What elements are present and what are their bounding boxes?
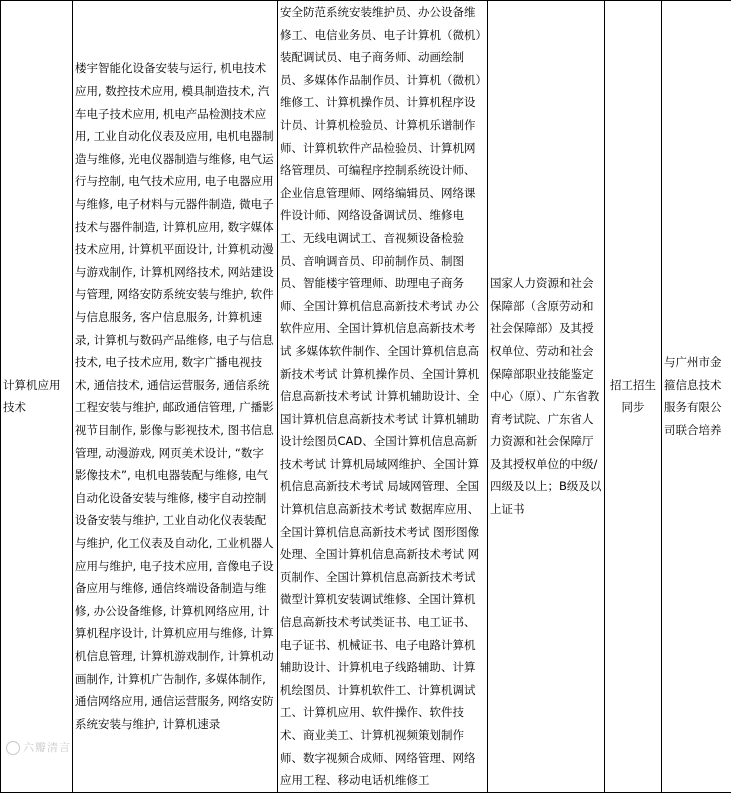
- watermark-text: 六瓣清言: [23, 741, 71, 754]
- eligible-majors-cell: 楼宇智能化设备安装与运行, 机电技术应用, 数控技术应用, 模具制造技术, 汽车电子技术应用, 机电产品检测技术应用, 工业自动化仪表及应用, 电机电器制造与维修, 光电仪器制造与维修, 电气运行与控制, 电气技术应用, 电子电器应用与维修, 电子材料与元器件制造, 微电子技术与器件制造, 计算机应用, 数字媒体技术应用, 计算机平面设计, 计算机动漫与游戏制作, 计算机网络技术, 网站建设与管理, 网络安防系统安装与维护, 软件与信息服务, 客户信息服务, 计算机速录, 计算机与数码产品维修, 电子与信息技术, 电子技术应用, 数字广播电视技术, 通信技术, 通信运营服务, 通信系统工程安装与维护, 邮政通信管理, 广播影视节目制作, 影像与影视技术, 图书信息管理, 动漫游戏, 网页美术设计, “数字影像技术”, 电机电器装配与维修, 电气自动化设备安装与维修, 楼宇自动控制设备安装与维护, 工业自动化仪表装配与维护, 化工仪表及自动化, 工业机器人应用与维护, 电子技术应用, 音像电子设备应用与维修, 通信终端设备制造与维修, 办公设备维修, 计算机网络应用, 计算机程序设计, 计算机应用与维修, 计算机信息管理, 计算机游戏制作, 计算机动画制作, 计算机广告制作, 多媒体制作, 通信网络应用, 通信运营服务, 网络安防系统安装与维护, 计算机速录: [73, 1, 278, 793]
- partner-cell: 与广州市金箍信息技术服务有限公司联合培养: [662, 1, 731, 793]
- certificates-cell: 安全防范系统安装维护员、办公设备维修工、电信业务员、电子计算机（微机）装配调试员、电子商务师、动画绘制员、多媒体作品制作员、计算机（微机）维修工、计算机操作员、计算机程序设计员、计算机检验员、计算机乐谱制作师、计算机软件产品检验员、计算机网络管理员、可编程序控制系统设计师、企业信息管理师、网络编辑员、网络课件设计师、网络设备调试员、维修电工、无线电调试工、音视频设备检验员、音响调音员、印前制作员、制图员、智能楼宇管理师、助理电子商务师、全国计算机信息高新技术考试 办公软件应用、全国计算机信息高新技术考试 多媒体软件制作、全国计算机信息高新技术考试 计算机操作员、全国计算机信息高新技术考试 计算机辅助设计、全国计算机信息高新技术考试 计算机辅助设计绘图员CAD、全国计算机信息高新技术考试 计算机局域网维护、全国计算机信息高新技术考试 局域网管理、全国计算机信息高新技术考试 数据库应用、全国计算机信息高新技术考试 图形图像处理、全国计算机信息高新技术考试 网页制作、全国计算机信息高新技术考试 微型计算机安装调试维修、全国计算机信息高新技术考试类证书、电工证书、电子证书、机械证书、电子电路计算机辅助设计、计算机电子线路辅助、计算机绘图员、计算机软件工、计算机调试工、计算机应用、软件操作、软件技术、商业美工、计算机视频策划制作师、数字视频合成师、网络管理、网络应用工程、移动电话机维修工: [278, 1, 488, 793]
- program-name-cell: 计算机应用技术: [1, 1, 73, 793]
- issuing-authority-cell: 国家人力资源和社会保障部（含原劳动和社会保障部）及其授权单位、劳动和社会保障部职业技能鉴定中心（原）、广东省教育考试院、广东省人力资源和社会保障厅及其授权单位的中级/四级及以上；B级及以上证书: [488, 1, 605, 793]
- enrollment-note-cell: 招工招生同步: [605, 1, 662, 793]
- watermark-logo-icon: [6, 741, 20, 755]
- table-row: [1, 1, 731, 793]
- watermark: [6, 739, 71, 755]
